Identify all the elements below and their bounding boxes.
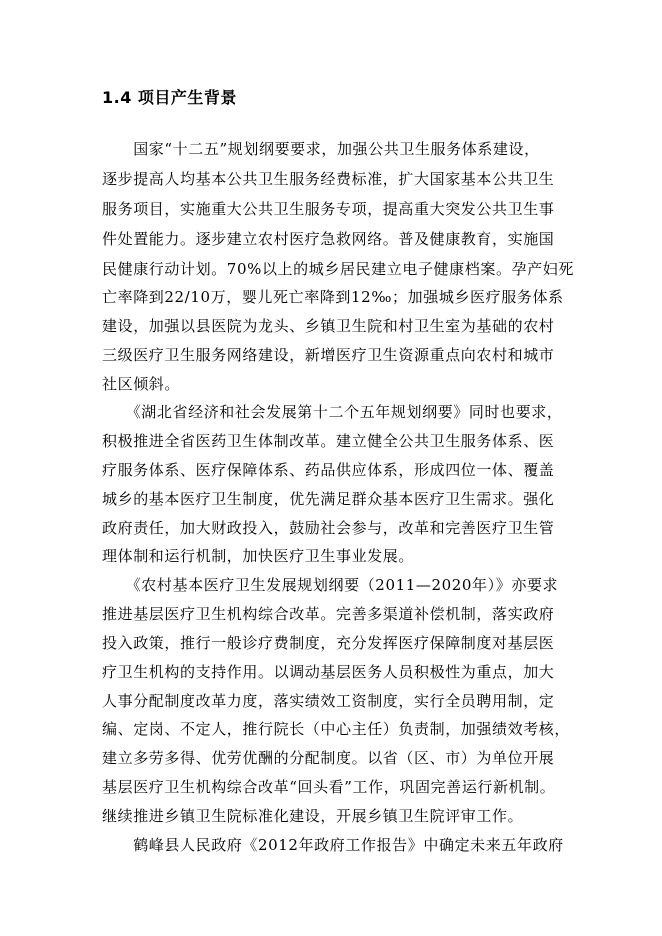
text-line: 人事分配制度改革力度，落实绩效工资制度，实行全员聘用制，定: [102, 692, 555, 710]
text-line: 投入政策，推行一般诊疗费制度，充分发挥医疗保障制度对基层医: [102, 634, 555, 652]
text-line: 理体制和运行机制，加快医疗卫生事业发展。: [102, 547, 415, 565]
text-line: 亡率降到22/10万，婴儿死亡率降到12‰；加强城乡医疗服务体系: [102, 288, 564, 306]
text-line: 积极推进全省医药卫生体制改革。建立健全公共卫生服务体系、医: [102, 432, 555, 450]
text-line: 《湖北省经济和社会发展第十二个五年规划纲要》同时也要求，: [102, 403, 563, 421]
text-line: 编、定岗、不定人，推行院长（中心主任）负责制，加强绩效考核，: [102, 720, 571, 738]
text-line: 三级医疗卫生服务网络建设，新增医疗卫生资源重点向农村和城市: [102, 346, 555, 364]
text-line: 社区倾斜。: [102, 375, 181, 393]
text-line: 件处置能力。逐步建立农村医疗急救网络。普及健康教育，实施国: [102, 230, 555, 248]
text-line: 继续推进乡镇卫生院标准化建设，开展乡镇卫生院评审工作。: [102, 807, 524, 825]
text-line: 建立多劳多得、优劳优酬的分配制度。以省（区、市）为单位开展: [102, 749, 555, 767]
text-line: 民健康行动计划。70%以上的城乡居民建立电子健康档案。孕产妇死: [102, 260, 574, 278]
text-line: 国家“十二五”规划纲要要求，加强公共卫生服务体系建设，: [102, 140, 540, 158]
text-line: 政府责任，加大财政投入，鼓励社会参与，改革和完善医疗卫生管: [102, 519, 555, 537]
text-line: 建设，加强以县医院为龙头、乡镇卫生院和村卫生室为基础的农村: [102, 317, 555, 335]
text-line: 疗卫生机构的支持作用。以调动基层医务人员积极性为重点，加大: [102, 663, 555, 681]
text-line: 鹤峰县人民政府《2012年政府工作报告》中确定未来五年政府: [102, 836, 564, 854]
text-line: 疗服务体系、医疗保障体系、药品供应体系，形成四位一体、覆盖: [102, 461, 555, 479]
text-line: 《农村基本医疗卫生发展规划纲要（2011—2020年）》亦要求: [102, 576, 559, 594]
section-heading: 1.4 项目产生背景: [102, 88, 237, 107]
text-line: 服务项目，实施重大公共卫生服务专项，提高重大突发公共卫生事: [102, 200, 555, 218]
text-line: 基层医疗卫生机构综合改革“回头看”工作，巩固完善运行新机制。: [102, 778, 556, 796]
text-line: 城乡的基本医疗卫生制度，优先满足群众基本医疗卫生需求。强化: [102, 490, 555, 508]
text-line: 逐步提高人均基本公共卫生服务经费标准，扩大国家基本公共卫生: [102, 170, 555, 188]
text-line: 推进基层医疗卫生机构综合改革。完善多渠道补偿机制，落实政府: [102, 605, 555, 623]
